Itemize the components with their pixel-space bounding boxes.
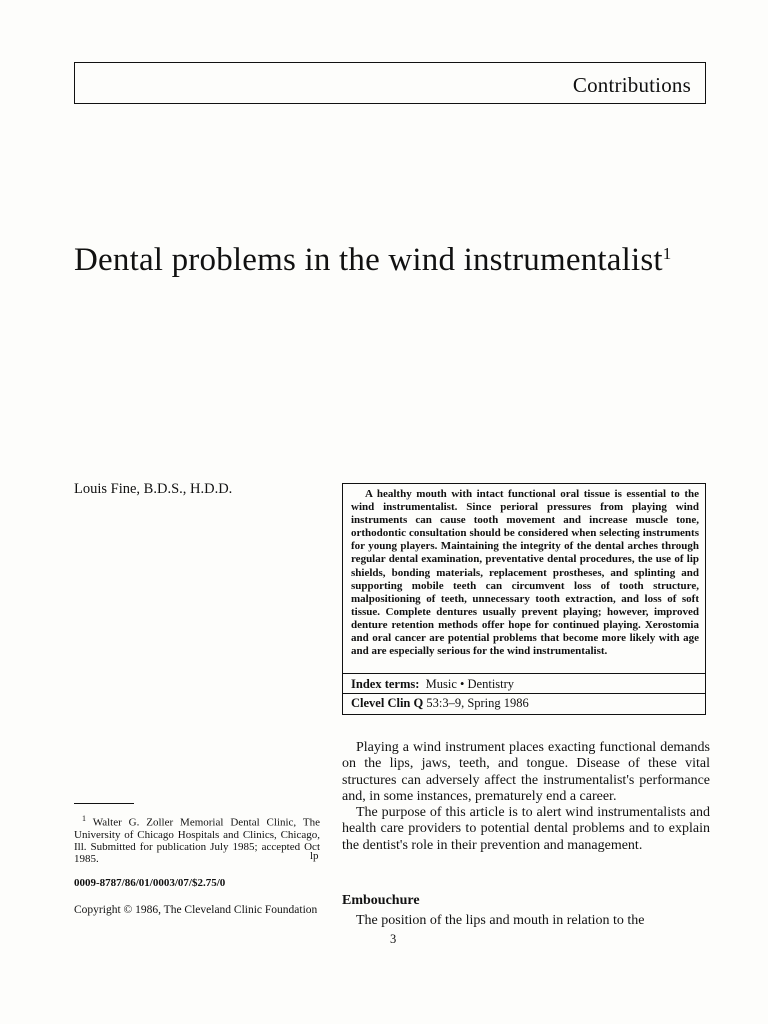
citation-ref: 53:3–9, Spring 1986 [426,696,529,710]
body-paragraph-2: The purpose of this article is to alert wind instrumentalists and health care providers to potential dental problems and to explain the dentist's role in their prevention and management. [342,805,710,853]
article-title-text: Dental problems in the wind instrumentalist [74,242,663,278]
editor-initials: lp [310,850,319,862]
abstract-text: A healthy mouth with intact functional oral tissue is essential to the wind instrumentalist. Since perioral pressures from playing wind instruments can cause tooth movement and increase muscle tone, orthodontic consultation should be considered when selecting instruments for young players. Maintaining the integrity of the dental arches through regular dental examination, preventative dental procedures, the use of lip shields, bonding materials, replacement prostheses, and splinting and supporting mobile teeth can circumvent loss of tooth structure, malpositioning of teeth, unnecessary tooth extraction, and loss of soft tissue. Complete dentures usually prevent playing; however, improved denture retention methods offer hope for continued playing. Xerostomia and oral cancer are potential problems that become more likely with age and are especially serious for the wind instrumentalist. [351,488,699,658]
section-subheading: Embouchure [342,893,420,908]
index-terms-row [351,677,514,692]
section-label: Contributions [572,73,691,97]
index-terms-value: Music • Dentistry [425,677,515,691]
body-paragraph-3: The position of the lips and mouth in relation to the [356,913,645,928]
footnote-text: Walter G. Zoller Memorial Dental Clinic, The University of Chicago Hospitals and Clinics, Chicago, Ill. Submitted for publication July 1985; accepted Oct 1985. [74,816,320,866]
footnote-rule [74,803,134,804]
body-paragraph-1: Playing a wind instrument places exacting functional demands on the lips, jaws, teeth, and tongue. Disease of these vital structures can adversely affect the instrumentalist's performance and, in some instances, prematurely end a career. [342,740,710,804]
page-number: 3 [390,932,397,946]
citation-row [351,696,529,711]
footnote-marker: 1 [82,814,86,823]
index-terms-label: Index terms: [351,677,420,691]
footnote [74,813,320,865]
copyright-notice: Copyright © 1986, The Cleveland Clinic Foundation [74,904,318,916]
section-header-box [74,62,706,104]
author-line: Louis Fine, B.D.S., H.D.D. [74,481,233,497]
citation-journal: Clevel Clin Q [351,696,424,710]
abstract-divider-top [343,673,705,674]
title-footnote-marker: 1 [662,244,672,263]
body-column [342,740,710,854]
article-code: 0009-8787/86/01/0003/07/$2.75/0 [74,877,226,889]
abstract-box [342,483,706,715]
article-title [74,242,671,279]
abstract-divider-bottom [343,693,705,694]
